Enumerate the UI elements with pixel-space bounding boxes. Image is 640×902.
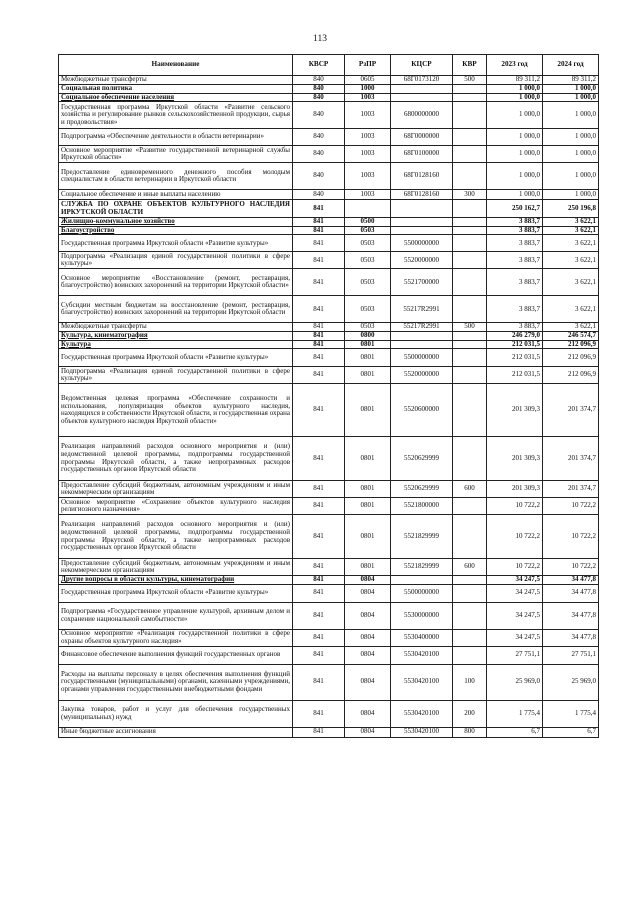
cell-y2024: 201 374,7 [543,384,599,437]
cell-kvr [453,629,487,646]
cell-rzpr: 0801 [345,481,391,498]
cell-kcsr [391,340,453,349]
cell-y2024: 3 622,1 [543,235,599,252]
cell-kvsr: 840 [293,146,345,163]
cell-kcsr: 68Г0173120 [391,76,453,85]
cell-y2023: 34 247,5 [487,584,543,602]
cell-rzpr: 0800 [345,331,391,340]
cell-rzpr: 0804 [345,584,391,602]
cell-kcsr: 5520000000 [391,367,453,384]
cell-y2023: 10 722,2 [487,515,543,559]
cell-kcsr: 55217R2991 [391,323,453,332]
cell-name: Предоставление субсидий бюджетным, автономным учреждениям и иным некоммерческим организациям [59,559,293,576]
cell-y2023: 212 031,5 [487,367,543,384]
cell-kvr [453,584,487,602]
cell-kvr: 100 [453,664,487,700]
cell-y2023: 1 775,4 [487,700,543,727]
cell-y2023: 3 883,7 [487,323,543,332]
table-row [59,252,599,269]
cell-name: Социальное обеспечение и иные выплаты населению [59,190,293,200]
cell-name: Финансовое обеспечение выполнения функций государственных органов [59,646,293,664]
cell-y2024: 89 311,2 [543,76,599,85]
cell-name: Благоустройство [59,226,293,235]
cell-y2024: 250 196,8 [543,200,599,218]
table-row [59,437,599,481]
table-row [59,584,599,602]
cell-kvsr: 841 [293,269,345,296]
cell-y2023: 1 000,0 [487,93,543,102]
cell-rzpr [345,200,391,218]
table-row [59,498,599,515]
cell-name: Государственная программа Иркутской области «Развитие культуры» [59,235,293,252]
cell-name: Социальное обеспечение населения [59,93,293,102]
cell-kcsr: 5500000000 [391,584,453,602]
cell-y2024: 1 775,4 [543,700,599,727]
cell-y2024: 201 374,7 [543,437,599,481]
cell-y2024: 34 477,8 [543,629,599,646]
cell-kvr [453,102,487,129]
cell-kvr [453,646,487,664]
cell-kvsr: 841 [293,200,345,218]
table-row [59,218,599,227]
cell-y2023: 201 309,3 [487,384,543,437]
table-row [59,200,599,218]
cell-kvsr: 841 [293,629,345,646]
cell-kvr [453,515,487,559]
cell-kcsr: 5520000000 [391,252,453,269]
cell-name: Социальная политика [59,85,293,94]
cell-rzpr: 0801 [345,515,391,559]
cell-y2024: 3 622,1 [543,218,599,227]
cell-rzpr: 0503 [345,252,391,269]
cell-y2024: 10 722,2 [543,559,599,576]
table-row [59,226,599,235]
table-row [59,76,599,85]
cell-kvsr: 841 [293,576,345,585]
cell-name: Государственная программа Иркутской области «Развитие сельского хозяйства и регулирование рынков сельскохозяйственной продукции, сырья и продовольствия» [59,102,293,129]
cell-kcsr: 68Г0128160 [391,190,453,200]
cell-name: Культура [59,340,293,349]
cell-name: Субсидии местным бюджетам на восстановление (ремонт, реставрация, благоустройство) воинских захоронений на территории Иркутской области [59,296,293,323]
cell-y2023: 212 031,5 [487,349,543,367]
cell-y2024: 212 096,9 [543,340,599,349]
cell-rzpr: 1003 [345,102,391,129]
header-kvsr: КВСР [293,55,345,76]
cell-kcsr: 5521829999 [391,515,453,559]
cell-y2024: 27 751,1 [543,646,599,664]
cell-kcsr [391,226,453,235]
cell-kcsr: 5530000000 [391,602,453,629]
cell-kvsr: 841 [293,498,345,515]
cell-rzpr: 0804 [345,602,391,629]
cell-kvsr: 841 [293,349,345,367]
cell-kcsr: 5520600000 [391,384,453,437]
cell-name: Другие вопросы в области культуры, кинематографии [59,576,293,585]
cell-y2023: 10 722,2 [487,498,543,515]
cell-kvr [453,367,487,384]
table-row [59,129,599,146]
table-row [59,340,599,349]
table-row [59,664,599,700]
cell-kcsr: 5530420100 [391,727,453,737]
cell-kcsr: 5530400000 [391,629,453,646]
cell-kvsr: 841 [293,252,345,269]
cell-y2023: 201 309,3 [487,437,543,481]
page-number: 113 [313,34,327,44]
cell-kvsr: 840 [293,129,345,146]
table-row [59,481,599,498]
header-kcsr: КЦСР [391,55,453,76]
cell-y2024: 3 622,1 [543,226,599,235]
cell-y2024: 212 096,9 [543,349,599,367]
cell-y2024: 1 000,0 [543,102,599,129]
cell-kvsr: 840 [293,190,345,200]
budget-table [58,54,599,738]
cell-kvr [453,576,487,585]
cell-kvr [453,340,487,349]
cell-y2024: 10 722,2 [543,515,599,559]
cell-kvr [453,602,487,629]
cell-y2023: 212 031,5 [487,340,543,349]
cell-rzpr: 1003 [345,129,391,146]
table-row [59,349,599,367]
cell-name: Ведомственная целевая программа «Обеспечение сохранности и использования, популяризация объектов культурного наследия, находящихся в собственности Иркутской области, и государственная охрана объектов культурного наследия Иркутской области» [59,384,293,437]
cell-kcsr [391,331,453,340]
cell-kvsr: 840 [293,85,345,94]
cell-y2024: 25 969,0 [543,664,599,700]
cell-rzpr: 0801 [345,367,391,384]
table-row [59,727,599,737]
cell-rzpr: 0801 [345,349,391,367]
cell-y2024: 246 574,7 [543,331,599,340]
cell-name: Подпрограмма «Реализация единой государственной политики в сфере культуры» [59,252,293,269]
table-row [59,515,599,559]
cell-y2024: 201 374,7 [543,481,599,498]
cell-y2024: 1 000,0 [543,129,599,146]
cell-kvsr: 841 [293,602,345,629]
cell-y2024: 212 096,9 [543,367,599,384]
cell-kcsr: 6800000000 [391,102,453,129]
cell-rzpr: 0804 [345,700,391,727]
cell-y2023: 1 000,0 [487,85,543,94]
cell-y2024: 1 000,0 [543,163,599,190]
cell-y2023: 1 000,0 [487,163,543,190]
cell-y2023: 89 311,2 [487,76,543,85]
cell-rzpr: 1003 [345,93,391,102]
cell-y2023: 25 969,0 [487,664,543,700]
table-row [59,331,599,340]
cell-y2024: 6,7 [543,727,599,737]
cell-name: Подпрограмма «Государственное управление культурой, архивным делом и сохранение национальной самобытности» [59,602,293,629]
cell-name: Подпрограмма «Обеспечение деятельности в области ветеринарии» [59,129,293,146]
cell-y2023: 1 000,0 [487,146,543,163]
header-kvr: КВР [453,55,487,76]
cell-kcsr: 5530420100 [391,646,453,664]
cell-kcsr: 5520629999 [391,481,453,498]
cell-kcsr: 5500000000 [391,235,453,252]
cell-kvsr: 841 [293,296,345,323]
cell-rzpr: 0804 [345,646,391,664]
cell-y2024: 1 000,0 [543,190,599,200]
cell-y2024: 34 477,8 [543,576,599,585]
cell-name: Предоставление субсидий бюджетным, автономным учреждениям и иным некоммерческим организациям [59,481,293,498]
cell-kvr [453,200,487,218]
cell-kcsr [391,200,453,218]
cell-name: Основное мероприятие «Восстановление (ремонт, реставрация, благоустройство) воинских захоронений на территории Иркутской области» [59,269,293,296]
cell-y2023: 3 883,7 [487,218,543,227]
table-row [59,146,599,163]
cell-rzpr: 0503 [345,269,391,296]
cell-y2023: 34 247,5 [487,602,543,629]
cell-kvsr: 840 [293,76,345,85]
cell-y2024: 3 622,1 [543,296,599,323]
cell-kvr [453,252,487,269]
cell-rzpr: 0804 [345,576,391,585]
cell-y2023: 3 883,7 [487,269,543,296]
cell-y2023: 1 000,0 [487,129,543,146]
table-row [59,296,599,323]
cell-y2023: 34 247,5 [487,576,543,585]
cell-y2024: 3 622,1 [543,323,599,332]
header-2024: 2024 год [543,55,599,76]
table-row [59,190,599,200]
cell-kcsr: 5520629999 [391,437,453,481]
cell-kvr: 300 [453,190,487,200]
cell-kvsr: 840 [293,102,345,129]
header-2023: 2023 год [487,55,543,76]
cell-kvsr: 841 [293,323,345,332]
cell-y2023: 6,7 [487,727,543,737]
cell-rzpr: 0503 [345,296,391,323]
cell-kvr [453,235,487,252]
cell-kvr [453,498,487,515]
cell-name: Государственная программа Иркутской области «Развитие культуры» [59,349,293,367]
cell-y2023: 10 722,2 [487,559,543,576]
cell-rzpr: 0801 [345,437,391,481]
cell-kcsr: 5521700000 [391,269,453,296]
table-row [59,629,599,646]
cell-name: Основное мероприятие «Развитие государственной ветеринарной службы Иркутской области» [59,146,293,163]
cell-name: Основное мероприятие «Сохранение объектов культурного наследия религиозного назначения» [59,498,293,515]
cell-y2023: 3 883,7 [487,296,543,323]
cell-y2023: 27 751,1 [487,646,543,664]
cell-rzpr: 0801 [345,559,391,576]
cell-y2023: 1 000,0 [487,190,543,200]
table-header-row [59,55,599,76]
cell-rzpr: 1003 [345,190,391,200]
cell-kcsr: 5530420100 [391,664,453,700]
table-row [59,700,599,727]
cell-rzpr: 1003 [345,163,391,190]
table-row [59,85,599,94]
cell-kvsr: 841 [293,559,345,576]
table-row [59,367,599,384]
cell-kvr: 600 [453,481,487,498]
cell-rzpr: 0503 [345,226,391,235]
cell-name: Государственная программа Иркутской области «Развитие культуры» [59,584,293,602]
cell-kvsr: 841 [293,646,345,664]
cell-kvr [453,85,487,94]
cell-kvr: 200 [453,700,487,727]
table-row [59,235,599,252]
cell-rzpr: 0503 [345,323,391,332]
cell-y2023: 246 279,0 [487,331,543,340]
cell-rzpr: 0804 [345,727,391,737]
cell-kvsr: 841 [293,437,345,481]
cell-kvsr: 840 [293,163,345,190]
cell-kcsr: 68Г0000000 [391,129,453,146]
cell-kvr: 500 [453,323,487,332]
cell-kcsr: 5521829999 [391,559,453,576]
cell-y2024: 1 000,0 [543,85,599,94]
cell-y2023: 1 000,0 [487,102,543,129]
cell-name: Закупка товаров, работ и услуг для обеспечения государственных (муниципальных) нужд [59,700,293,727]
cell-y2023: 34 247,5 [487,629,543,646]
table-row [59,163,599,190]
cell-kvsr: 840 [293,93,345,102]
cell-kvr [453,296,487,323]
cell-rzpr: 0804 [345,664,391,700]
cell-kcsr: 5500000000 [391,349,453,367]
cell-kcsr [391,85,453,94]
cell-y2024: 34 477,8 [543,584,599,602]
cell-kvsr: 841 [293,515,345,559]
cell-kcsr: 55217R2991 [391,296,453,323]
cell-kvsr: 841 [293,384,345,437]
cell-name: Иные бюджетные ассигнования [59,727,293,737]
cell-rzpr: 0801 [345,384,391,437]
cell-name: Реализация направлений расходов основного мероприятия и (или) ведомственной целевой программы, подпрограммы государственной программы Иркутской области, а также непрограммных расходов государственных органов Иркутской области [59,437,293,481]
cell-kvr [453,349,487,367]
cell-y2023: 3 883,7 [487,226,543,235]
header-rzpr: РзПР [345,55,391,76]
cell-y2023: 201 309,3 [487,481,543,498]
cell-kvr [453,437,487,481]
cell-kvsr: 841 [293,664,345,700]
cell-name: Предоставление единовременного денежного пособия молодым специалистам в области ветеринарии в Иркутской области [59,163,293,190]
cell-y2024: 10 722,2 [543,498,599,515]
cell-name: СЛУЖБА ПО ОХРАНЕ ОБЪЕКТОВ КУЛЬТУРНОГО НАСЛЕДИЯ ИРКУТСКОЙ ОБЛАСТИ [59,200,293,218]
cell-y2023: 250 162,7 [487,200,543,218]
cell-rzpr: 0503 [345,235,391,252]
cell-kcsr: 5521800000 [391,498,453,515]
cell-name: Расходы на выплаты персоналу в целях обеспечения выполнения функций государственными (муниципальными) органами, казенными учреждениями, органами управления государственными внебюджетными фондами [59,664,293,700]
cell-rzpr: 1003 [345,146,391,163]
cell-y2024: 1 000,0 [543,146,599,163]
cell-name: Межбюджетные трансферты [59,323,293,332]
table-row [59,93,599,102]
cell-kvsr: 841 [293,235,345,252]
cell-kcsr [391,93,453,102]
cell-kvr [453,226,487,235]
cell-kcsr [391,576,453,585]
cell-kcsr: 68Г0100000 [391,146,453,163]
cell-kvr [453,384,487,437]
cell-kvsr: 841 [293,367,345,384]
table-row [59,646,599,664]
cell-kvr: 600 [453,559,487,576]
cell-kvr [453,129,487,146]
cell-y2024: 3 622,1 [543,252,599,269]
cell-kvr [453,269,487,296]
cell-kvsr: 841 [293,226,345,235]
cell-rzpr: 0801 [345,340,391,349]
cell-y2023: 3 883,7 [487,235,543,252]
cell-kvsr: 841 [293,331,345,340]
cell-rzpr: 1000 [345,85,391,94]
cell-rzpr: 0605 [345,76,391,85]
table-row [59,102,599,129]
cell-y2024: 1 000,0 [543,93,599,102]
cell-y2024: 3 622,1 [543,269,599,296]
cell-kvr [453,146,487,163]
cell-rzpr: 0801 [345,498,391,515]
cell-kvsr: 841 [293,340,345,349]
cell-rzpr: 0500 [345,218,391,227]
table-row [59,269,599,296]
table-row [59,384,599,437]
table-row [59,559,599,576]
cell-kvsr: 841 [293,727,345,737]
cell-name: Подпрограмма «Реализация единой государственной политики в сфере культуры» [59,367,293,384]
cell-kvr: 800 [453,727,487,737]
cell-name: Реализация направлений расходов основного мероприятия и (или) ведомственной целевой программы, подпрограммы государственной программы Иркутской области, а также непрограммных расходов государственных органов Иркутской области [59,515,293,559]
cell-y2024: 34 477,8 [543,602,599,629]
cell-kcsr [391,218,453,227]
cell-kvr [453,218,487,227]
table-row [59,602,599,629]
cell-kcsr: 5530420100 [391,700,453,727]
cell-name: Межбюджетные трансферты [59,76,293,85]
cell-kvr [453,331,487,340]
cell-kvsr: 841 [293,584,345,602]
cell-y2023: 3 883,7 [487,252,543,269]
cell-kcsr: 68Г0128160 [391,163,453,190]
cell-name: Культура, кинематография [59,331,293,340]
header-name: Наименование [59,55,293,76]
cell-name: Основное мероприятие «Реализация государственной политики в сфере охраны объектов культурного наследия» [59,629,293,646]
cell-kvsr: 841 [293,218,345,227]
cell-kvsr: 841 [293,700,345,727]
cell-name: Жилищно-коммунальное хозяйство [59,218,293,227]
cell-kvr: 500 [453,76,487,85]
cell-kvr [453,163,487,190]
cell-kvsr: 841 [293,481,345,498]
cell-rzpr: 0804 [345,629,391,646]
table-row [59,576,599,585]
cell-kvr [453,93,487,102]
